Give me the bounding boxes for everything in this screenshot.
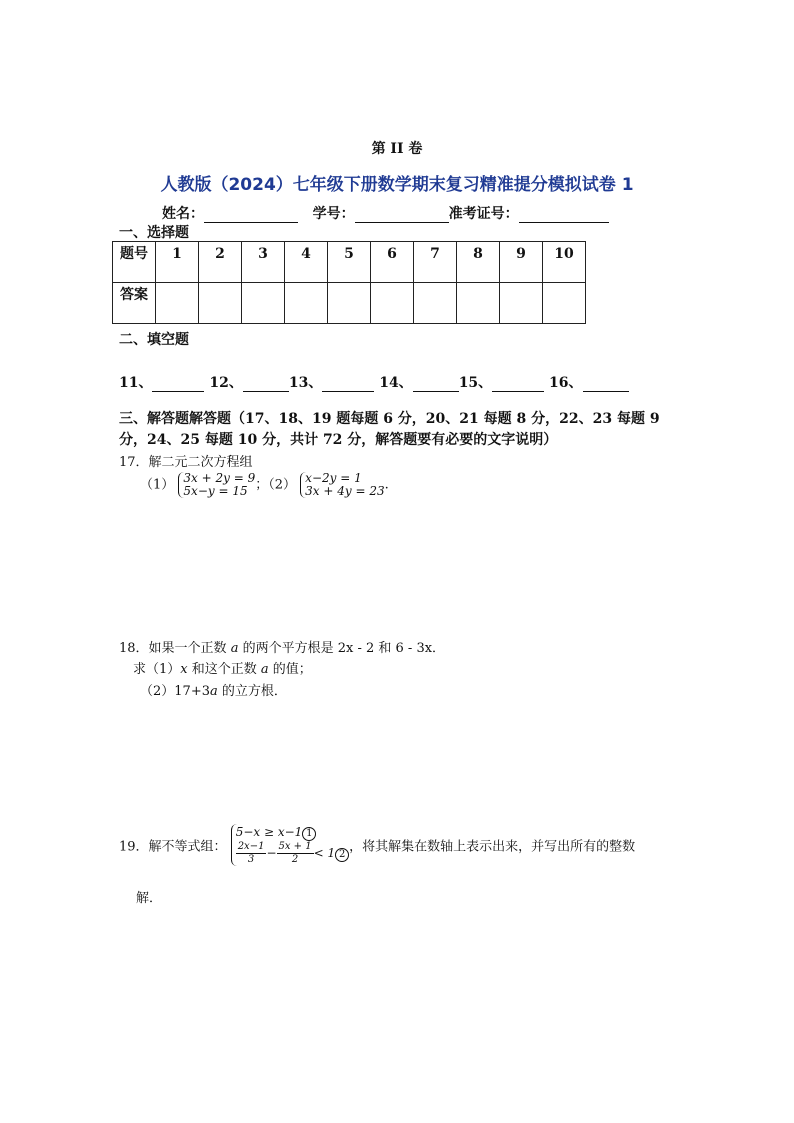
question-number: 2 (199, 242, 242, 283)
question-number: 5 (328, 242, 371, 283)
id-blank[interactable] (355, 208, 449, 223)
answer-cell[interactable] (242, 283, 285, 324)
q18-line1 (119, 637, 445, 656)
fill-blank[interactable] (322, 377, 374, 392)
fill-label: 11、 (119, 375, 153, 391)
fill-blank[interactable] (492, 377, 544, 392)
answer-table (112, 241, 586, 324)
exam-title: 人教版（2024）七年级下册数学期末复习精准提分模拟试卷 1 (160, 175, 634, 195)
row-head-number: 题号 (113, 242, 156, 283)
q18-line2 (133, 658, 312, 677)
equation: 3x + 4y = 23 (305, 484, 385, 498)
row-head-answer: 答案 (113, 283, 156, 324)
fill-blank[interactable] (413, 377, 459, 392)
q18-text: 求（1） (133, 662, 181, 677)
q19-line1 (119, 824, 635, 866)
question-number: 7 (414, 242, 457, 283)
circled-mark: 2 (335, 848, 349, 862)
answer-cell[interactable] (457, 283, 500, 324)
section-solve-line1: 三、解答题解答题（17、18、19 题每题 6 分，20、21 每题 8 分，22、23 每题 9 (119, 411, 660, 427)
fill-label: 14、 (379, 375, 413, 391)
circled-mark: 1 (302, 827, 316, 841)
inequality-1: 5−x ≥ x−1 1 (236, 825, 317, 839)
var-a: a (230, 641, 239, 656)
name-label: 姓名： (162, 206, 204, 222)
answer-cell[interactable] (500, 283, 543, 324)
table-row (113, 283, 586, 324)
q19-tail: ，将其解集在数轴上表示出来，并写出所有的整数 (349, 839, 636, 855)
q18-text: （2）17+3 (140, 684, 210, 699)
equation: 5x−y = 15 (183, 484, 248, 498)
q18-text: 的值； (268, 662, 312, 677)
answer-cell[interactable] (285, 283, 328, 324)
answer-cell[interactable] (543, 283, 586, 324)
section-fill: 二、填空题 (119, 332, 189, 348)
fraction: $\frac{5x + 1}{2}$ (278, 841, 312, 865)
id-label: 学号： (312, 206, 355, 222)
exam-number-blank[interactable] (519, 208, 609, 223)
var-a: a (260, 662, 269, 677)
answer-cell[interactable] (414, 283, 457, 324)
answer-cell[interactable] (156, 283, 199, 324)
question-number: 1 (156, 242, 199, 283)
q18-text: 18．如果一个正数 (119, 641, 231, 656)
fill-blank[interactable] (583, 377, 629, 392)
table-row (113, 242, 586, 283)
q17-period: . (384, 477, 389, 493)
q17-system2 (300, 472, 384, 498)
fill-blanks (119, 372, 629, 392)
exam-number-label: 准考证号： (448, 206, 519, 222)
q17-part1-label: （1） (140, 477, 175, 493)
var-a: a (209, 684, 218, 699)
fill-label: 15、 (458, 375, 493, 391)
equation: x−2y = 1 (305, 471, 362, 485)
question-number: 10 (543, 242, 586, 283)
question-number: 4 (285, 242, 328, 283)
volume-label: 第 II 卷 (371, 141, 423, 157)
fraction: $\frac{2x-1}{3}$ (237, 841, 265, 865)
fill-blank[interactable] (243, 377, 289, 392)
q19-line2: 解． (136, 891, 163, 906)
q17-stem: 17．解二元二次方程组 (119, 455, 253, 470)
fill-label: 12、 (209, 375, 243, 391)
fill-label: 13、 (288, 375, 323, 391)
answer-cell[interactable] (199, 283, 242, 324)
q18-text: 的两个平方根是 2x - 2 和 6 - 3x． (238, 641, 446, 656)
section-solve-line2: 分，24、25 每题 10 分，共计 72 分，解答题要有必要的文字说明） (119, 432, 558, 448)
question-number: 3 (242, 242, 285, 283)
question-number: 9 (500, 242, 543, 283)
q18-line3 (140, 680, 287, 699)
name-blank[interactable] (204, 208, 298, 223)
answer-cell[interactable] (371, 283, 414, 324)
q18-text: 和这个正数 (187, 662, 261, 677)
fill-blank[interactable] (152, 377, 204, 392)
q19-system (231, 824, 349, 866)
q19-stem: 19．解不等式组： (119, 839, 227, 855)
question-number: 8 (457, 242, 500, 283)
student-info (162, 203, 609, 223)
q17-separator: ；（2） (255, 477, 297, 493)
question-number: 6 (371, 242, 414, 283)
fill-label: 16、 (549, 375, 583, 391)
var-x: x (180, 662, 188, 677)
equation: 3x + 2y = 9 (183, 471, 256, 485)
inequality-2: $\frac{2x-1}{3}-$ $\frac{5x + 1}{2}< 1$ 2 (236, 846, 349, 860)
answer-cell[interactable] (328, 283, 371, 324)
q17-system1 (178, 472, 255, 498)
section-choice: 一、选择题 (119, 225, 189, 241)
q17-systems (140, 472, 389, 498)
q18-text: 的立方根． (217, 684, 287, 699)
